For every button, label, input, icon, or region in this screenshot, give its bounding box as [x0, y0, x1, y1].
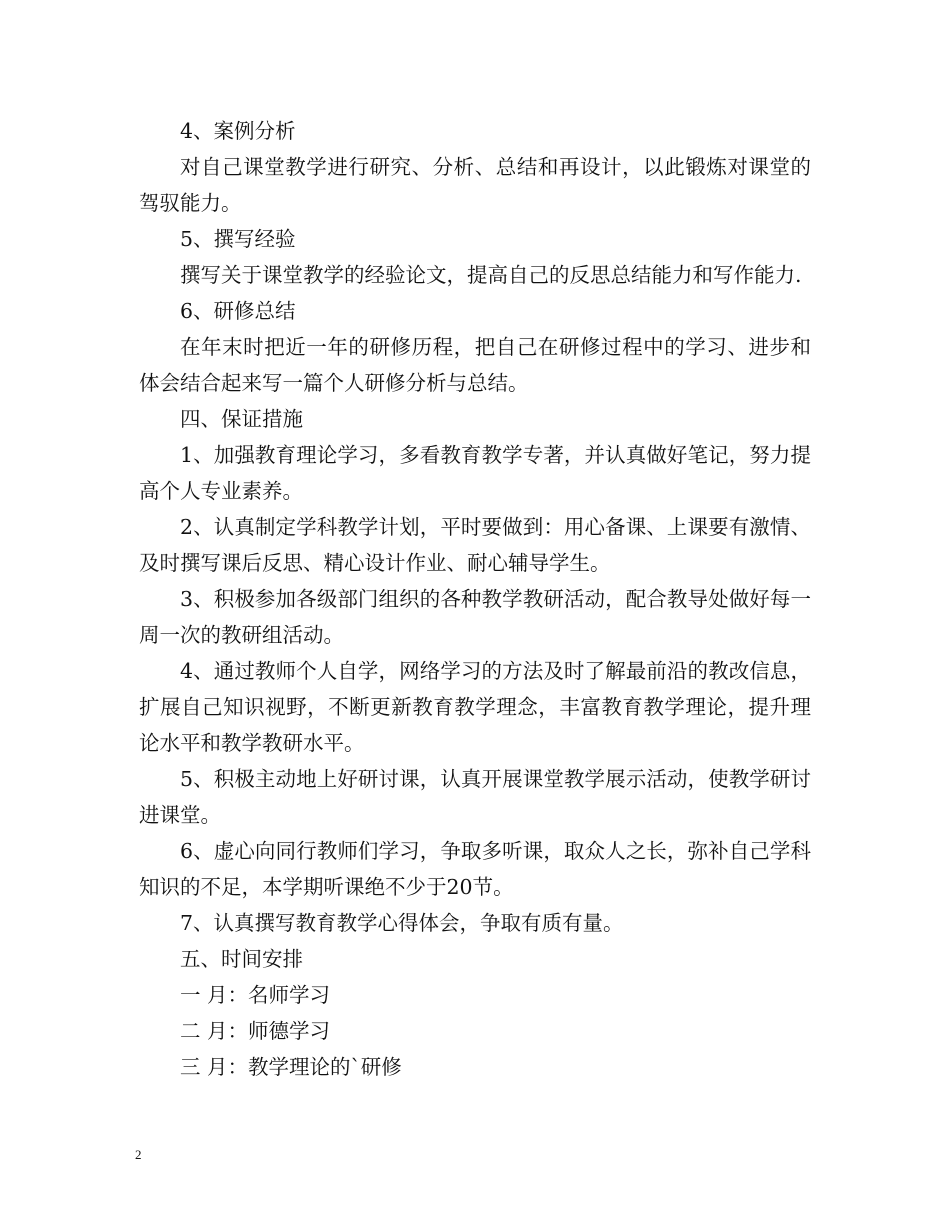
measure-item-1: 1、加强教育理论学习，多看教育教学专著，并认真做好笔记，努力提高个人专业素养。 — [139, 443, 811, 503]
paragraph-writing-experience: 撰写关于课堂教学的经验论文，提高自己的反思总结能力和写作能力. — [180, 263, 802, 287]
heading-case-analysis: 4、案例分析 — [180, 119, 296, 143]
measure-item-3: 3、积极参加各级部门组织的各种教学教研活动，配合教导处做好每一周一次的教研组活动。 — [139, 587, 811, 647]
measure-item-7: 7、认真撰写教育教学心得体会，争取有质有量。 — [180, 911, 624, 935]
schedule-item-january: 一 月：名师学习 — [180, 983, 331, 1007]
paragraph-case-analysis: 对自己课堂教学进行研究、分析、总结和再设计，以此锻炼对课堂的驾驭能力。 — [139, 155, 811, 215]
schedule-item-february: 二 月：师德学习 — [180, 1019, 331, 1043]
heading-writing-experience: 5、撰写经验 — [180, 227, 296, 251]
schedule-item-march: 三 月：教学理论的`研修 — [180, 1055, 402, 1079]
measure-item-6: 6、虚心向同行教师们学习，争取多听课，取众人之长，弥补自己学科知识的不足，本学期听课绝不少于20节。 — [139, 839, 811, 899]
document-body — [139, 113, 811, 1085]
paragraph-study-summary: 在年末时把近一年的研修历程，把自己在研修过程中的学习、进步和体会结合起来写一篇个人研修分析与总结。 — [139, 335, 811, 395]
measure-item-4: 4、通过教师个人自学，网络学习的方法及时了解最前沿的教改信息，扩展自己知识视野，不断更新教育教学理念，丰富教育教学理论，提升理论水平和教学教研水平。 — [139, 659, 811, 755]
page-number: 2 — [135, 1147, 142, 1162]
measure-item-2: 2、认真制定学科教学计划，平时要做到：用心备课、上课要有激情、及时撰写课后反思、精心设计作业、耐心辅导学生。 — [139, 515, 811, 575]
section-heading-schedule: 五、时间安排 — [180, 947, 303, 971]
measure-item-5: 5、积极主动地上好研讨课，认真开展课堂教学展示活动，使教学研讨进课堂。 — [139, 767, 811, 827]
section-heading-guarantee-measures: 四、保证措施 — [180, 407, 303, 431]
heading-study-summary: 6、研修总结 — [180, 299, 296, 323]
